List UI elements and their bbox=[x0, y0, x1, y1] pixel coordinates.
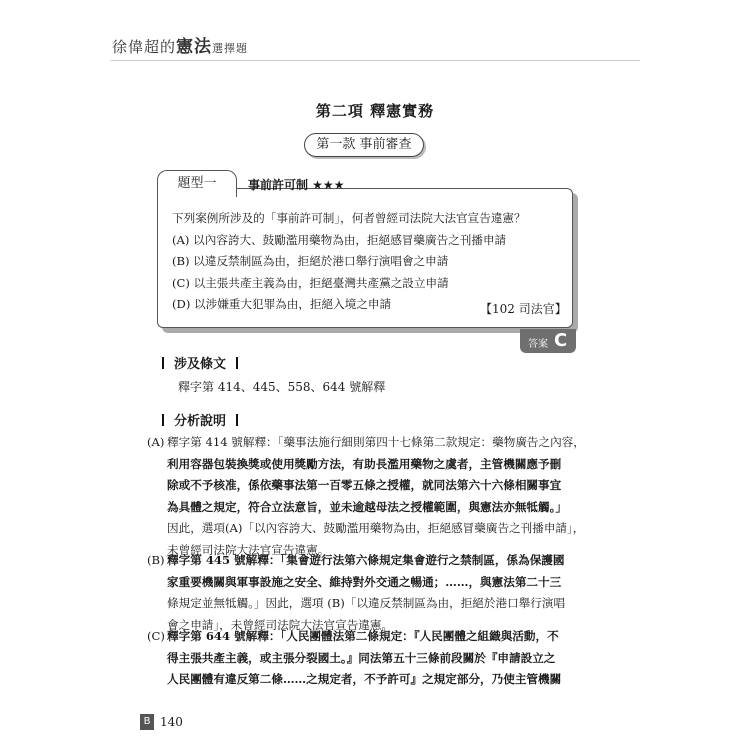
question-type-title: 事前許可制 ★★★ bbox=[248, 178, 345, 192]
analysis-paragraph-a bbox=[147, 432, 585, 561]
question-source: 【102 司法官】 bbox=[480, 302, 567, 316]
page-number: 140 bbox=[160, 715, 183, 729]
book-title-subject: 憲法 bbox=[176, 37, 213, 57]
answer-value: C bbox=[554, 330, 568, 351]
paragraph-line: 利用容器包裝換獎或使用獎勵方法，有助長濫用藥物之虞者，主管機關應予刪 bbox=[167, 456, 562, 471]
heading-bar-right bbox=[236, 414, 238, 426]
question-option-d: (D) 以涉嫌重大犯罪為由，拒絕入境之申請 bbox=[172, 297, 392, 311]
paragraph-line: 除或不予核准，係依藥事法第一百零五條之授權，就同法第六十六條相關事宜 bbox=[167, 478, 562, 492]
question-type-tab: 題型一 bbox=[157, 170, 237, 197]
question-stem: 下列案例所涉及的「事前許可制」，何者曾經司法院大法官宣告違憲？ bbox=[172, 211, 526, 225]
analysis-heading-text: 分析說明 bbox=[174, 414, 227, 429]
heading-bar-left bbox=[162, 357, 164, 369]
question-option-a: (A) 以內容誇大、鼓勵濫用藥物為由，拒絕感冒藥廣告之刊播申請 bbox=[172, 232, 507, 247]
paragraph-line: 未曾經司法院大法官宣告違憲。 bbox=[167, 542, 330, 557]
subsection-pill: 第一款 事前審查 bbox=[304, 133, 424, 157]
paragraph-line: 得主張共產主義，或主張分裂國土。』同法第五十三條前段關於『申請設立之 bbox=[167, 650, 556, 665]
analysis-paragraph-b bbox=[147, 550, 577, 636]
paragraph-line: 釋字第 414 號解釋：「藥事法施行細則第四十七條第二款規定：藥物廣告之內容， bbox=[167, 435, 585, 449]
header-divider bbox=[110, 60, 640, 61]
paragraph-mark: (B) bbox=[147, 553, 165, 567]
paragraph-line: 會之申請」，未曾經司法院大法官宣告違憲。 bbox=[167, 617, 394, 632]
related-text: 釋字第 414、445、558、644 號解釋 bbox=[178, 380, 386, 394]
paragraph-line: 因此，選項(A)「以內容誇大、鼓勵濫用藥物為由，拒絕感冒藥廣告之刊播申請」， bbox=[167, 521, 585, 535]
related-heading bbox=[152, 353, 248, 372]
question-option-c: (C) 以主張共產主義為由，拒絕臺灣共產黨之設立申請 bbox=[172, 275, 449, 290]
related-heading-text: 涉及條文 bbox=[174, 357, 227, 372]
paragraph-line: 家重要機關與軍事設施之安全、維持對外交通之暢通；……，與憲法第二十三 bbox=[167, 574, 562, 589]
analysis-paragraph-c bbox=[147, 626, 577, 691]
book-title-author: 徐偉超的 bbox=[112, 38, 177, 56]
heading-bar-right bbox=[236, 357, 238, 369]
paragraph-line: 為具體之規定，符合立法意旨，並未逾越母法之授權範圍，與憲法亦無牴觸。」 bbox=[167, 499, 567, 514]
book-title-suffix: 選擇題 bbox=[212, 42, 249, 55]
paragraph-line: 釋字第 644 號解釋：「人民團體法第二條規定：『人民團體之組織與活動，不 bbox=[167, 629, 559, 643]
paragraph-line: 釋字第 445 號解釋：「集會遊行法第六條規定集會遊行之禁制區，係為保護國 bbox=[167, 553, 565, 567]
section-heading: 第二項 釋憲實務 bbox=[315, 102, 435, 120]
paragraph-mark: (A) bbox=[147, 435, 165, 449]
answer-badge bbox=[520, 329, 576, 353]
question-option-b: (B) 以違反禁制區為由，拒絕於港口舉行演唱會之申請 bbox=[172, 254, 449, 268]
answer-label: 答案 bbox=[528, 339, 548, 350]
analysis-heading bbox=[152, 410, 248, 429]
paragraph-line: 人民團體有違反第二條……之規定者，不予許可』之規定部分，乃使主管機關 bbox=[167, 672, 562, 686]
paragraph-mark: (C) bbox=[147, 629, 165, 643]
heading-bar-left bbox=[162, 414, 164, 426]
question-text bbox=[172, 208, 526, 316]
footer-section-tag: B bbox=[140, 714, 154, 730]
book-title bbox=[112, 32, 248, 57]
paragraph-line: 條規定並無牴觸。」因此，選項 (B)「以違反禁制區為由，拒絕於港口舉行演唱 bbox=[167, 596, 566, 610]
